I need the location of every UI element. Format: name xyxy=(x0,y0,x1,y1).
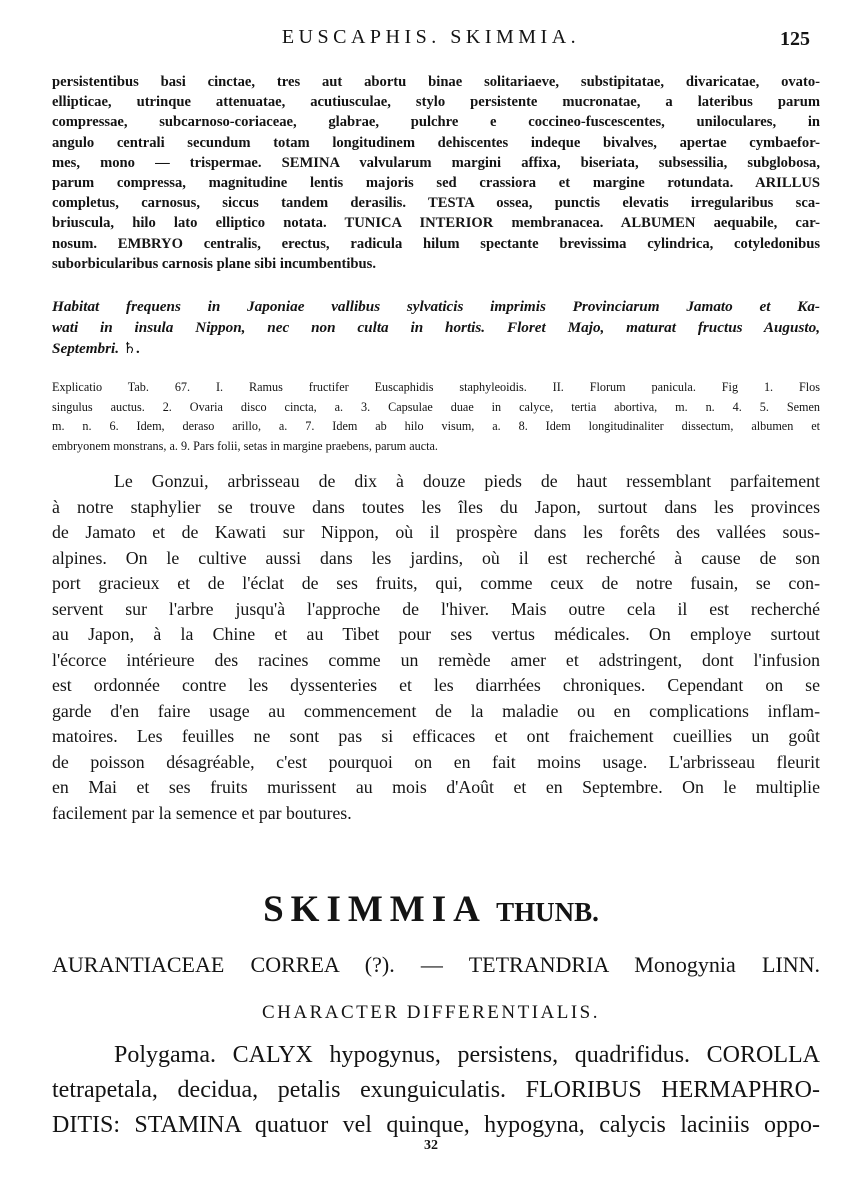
text-line: Explicatio Tab. 67. I. Ramus fructifer Euscaphidis staphyleoidis. II. Florum panicula. Fig 1. Flos xyxy=(52,380,820,394)
text-line: completus, carnosus, siccus tandem derasilis. TESTA ossea, punctis elevatis irregularibus sca- xyxy=(52,195,820,212)
text-line: Le Gonzui, arbrisseau de dix à douze pieds de haut ressemblant parfaitement xyxy=(114,471,820,491)
french-paragraph xyxy=(52,469,820,826)
text-line: briuscula, hilo lato elliptico notata. TUNICA INTERIOR membranacea. ALBUMEN aequabile, car- xyxy=(52,215,820,232)
text-line: embryonem monstrans, a. 9. Pars folii, setas in margine praebens, parum aucta. xyxy=(52,438,438,453)
text-line: garde d'en faire usage au commencement de la maladie ou en complications inflam- xyxy=(52,700,820,721)
text-line: en Mai et ses fruits murissent au mois d'Août et en Septembre. On le multiplie xyxy=(52,777,820,797)
text-line: servent sur l'arbre jusqu'à l'approche de l'hiver. Mais outre cela il est recherché xyxy=(52,598,820,619)
text-line: nosum. EMBRYO centralis, erectus, radicula hilum spectante brevissima cylindrica, cotyledonibus xyxy=(52,235,820,252)
genus-name: SKIMMIA xyxy=(263,889,487,930)
plate-explanation xyxy=(52,378,820,456)
text-line: mes, mono — trispermae. SEMINA valvularum margini affixa, biseriata, subsessilia, subglobosa, xyxy=(52,154,820,171)
genus-title xyxy=(0,888,862,931)
text-line: est ordonnée contre les dyssenteries et les diarrhées chroniques. Cependant on se xyxy=(52,675,820,695)
latin-description xyxy=(52,72,820,274)
text-line: angulo centrali secundum totam longitudinem dehiscentes indeque bivalves, apertae cymbaefor- xyxy=(52,134,820,151)
page-header xyxy=(0,26,862,56)
page-number: 125 xyxy=(780,28,810,50)
text-line: l'écorce intérieure des racines comme un remède amer et adstringent, dont l'infusion xyxy=(52,649,820,670)
text-line: suborbicularibus carnosis plane sibi incumbentibus. xyxy=(52,255,376,272)
character-description xyxy=(52,1038,820,1143)
text-line: alpines. On le cultive aussi dans les jardins, où il est recherché à cause de son xyxy=(52,547,820,568)
family-classification: AURANTIACEAE CORREA (?). — TETRANDRIA Monogynia LINN. xyxy=(52,952,820,977)
text-line: singulus auctus. 2. Ovaria disco cincta, a. 3. Capsulae duae in calyce, tertia abortiva, m. n. 4. 5. Semen xyxy=(52,399,820,414)
character-heading: CHARACTER DIFFERENTIALIS. xyxy=(261,1002,600,1023)
text-line: Septembri. ♄. xyxy=(52,340,141,357)
text-line: m. n. 6. Idem, deraso arillo, a. 7. Idem ab hilo visum, a. 8. Idem longitudinaliter dissectum, albumen et xyxy=(52,419,820,433)
habitat-paragraph xyxy=(52,296,820,359)
text-line: tetrapetala, decidua, petalis exunguiculatis. FLORIBUS HERMAPHRO- xyxy=(52,1077,820,1103)
text-line: persistentibus basi cinctae, tres aut abortu binae solitariaeve, substipitatae, divaricatae, ovato- xyxy=(52,74,820,90)
text-line: parum compressa, magnitudine lentis majoris sed crassiora et margine rotundata. ARILLUS xyxy=(52,175,820,192)
text-line: compressae, subcarnoso-coriaceae, glabrae, pulchre e coccineo-fuscescentes, uniloculares, in xyxy=(52,114,820,131)
text-line: à notre staphylier se trouve dans toutes les îles du Japon, surtout dans les provinces xyxy=(52,496,820,517)
genus-author: THUNB. xyxy=(496,897,599,927)
text-line: wati in insula Nippon, nec non culta in hortis. Floret Majo, maturat fructus Augusto, xyxy=(52,319,820,336)
text-line: facilement par la semence et par boutures. xyxy=(52,802,352,823)
running-title: EUSCAPHIS. SKIMMIA. xyxy=(281,26,581,48)
text-line: au Japon, à la Chine et au Tibet pour ses vertus médicales. On employe surtout xyxy=(52,624,820,644)
text-line: matoires. Les feuilles ne sont pas si efficaces et ont fraichement cueillies un goût xyxy=(52,726,820,746)
text-line: Polygama. CALYX hypogynus, persistens, quadrifidus. COROLLA xyxy=(114,1042,820,1068)
text-line: port gracieux et de l'éclat de ses fruits, qui, comme ceux de notre fusain, se con- xyxy=(52,573,820,593)
text-line: de poisson désagréable, c'est pourquoi on en fait moins usage. L'arbrisseau fleurit xyxy=(52,751,820,772)
text-line: de Jamato et de Kawati sur Nippon, où il prospère dans les forêts des vallées sous- xyxy=(52,522,820,542)
text-line: ellipticae, utrinque attenuatae, acutiusculae, stylo persistente mucronatae, a lateribus parum xyxy=(52,94,820,111)
signature-mark: 32 xyxy=(424,1138,438,1153)
text-line: Habitat frequens in Japoniae vallibus sylvaticis imprimis Provinciarum Jamato et Ka- xyxy=(52,298,820,315)
text-line: DITIS: STAMINA quatuor vel quinque, hypogyna, calycis laciniis oppo- xyxy=(52,1112,820,1138)
